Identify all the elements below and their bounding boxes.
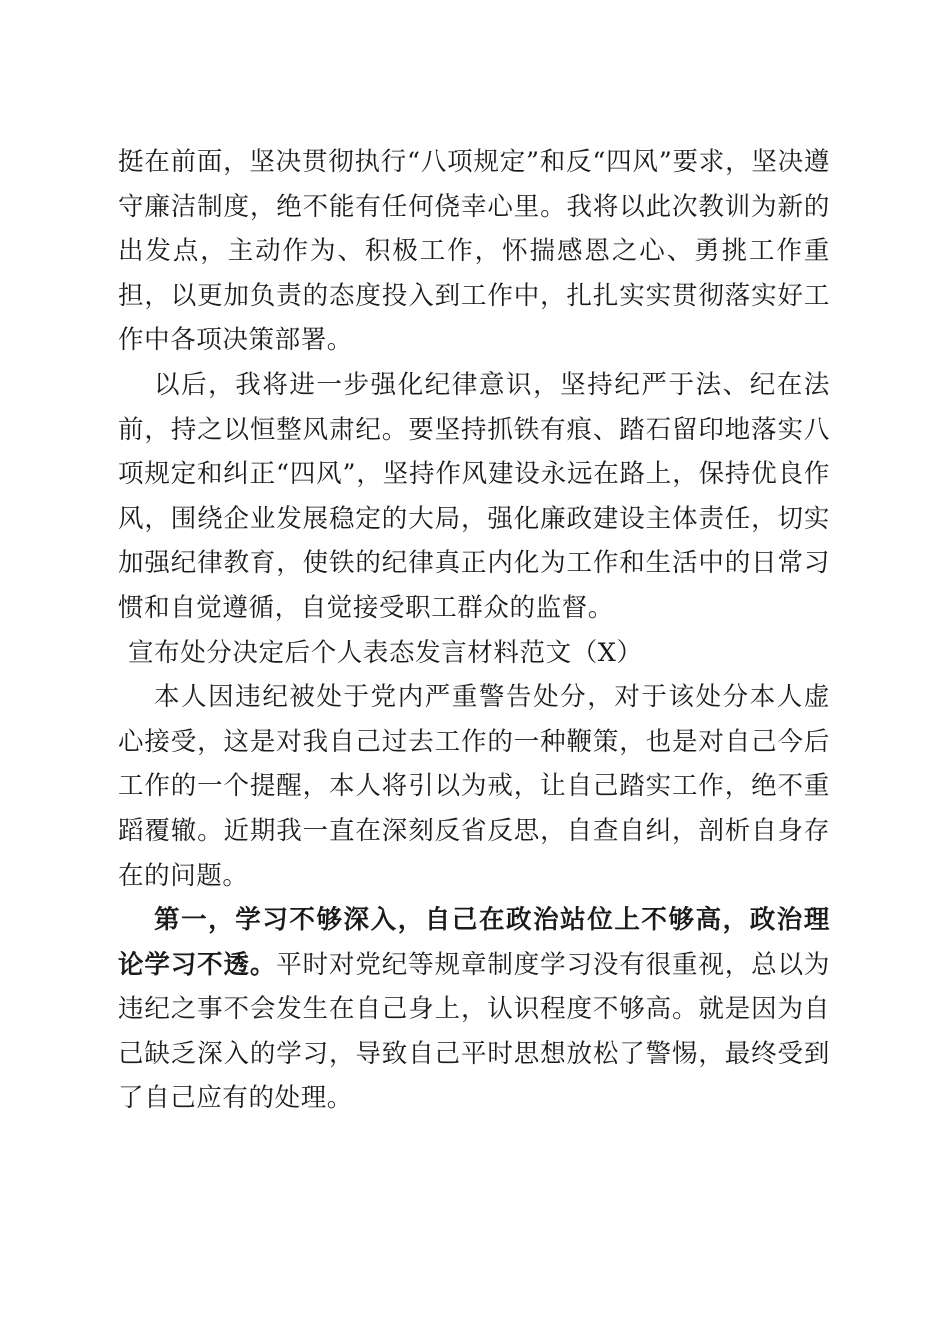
- paragraph-discipline: 以后，我将进一步强化纪律意识，坚持纪严于法、纪在法前，持之以恒整风肃纪。要坚持抓铁有痕、踏石留印地落实八项规定和纠正“四风”，坚持作风建设永远在路上，保持优良作风，围绕企业发展稳定的大局，强化廉政建设主体责任，切实加强纪律教育，使铁的纪律真正内化为工作和生活中的日常习惯和自觉遵循，自觉接受职工群众的监督。: [118, 369, 830, 623]
- first-point-bold-lead: 第一，学习不够深入，自己在政治站位上不够高，政治理论学习不透。: [118, 905, 830, 980]
- document-body: [118, 140, 830, 1121]
- paragraph-acceptance: 本人因违纪被处于党内严重警告处分，对于该处分本人虚心接受，这是对我自己过去工作的一种鞭策，也是对自己今后工作的一个提醒，本人将引以为戒，让自己踏实工作，绝不重蹈覆辙。近期我一直在深刻反省反思，自查自纠，剖析自身存在的问题。: [118, 682, 830, 891]
- section-heading: 宣布处分决定后个人表态发言材料范文（X）: [128, 637, 643, 668]
- paragraph-continuation: 挺在前面，坚决贯彻执行“八项规定”和反“四风”要求，坚决遵守廉洁制度，绝不能有任何侥幸心里。我将以此次教训为新的出发点，主动作为、积极工作，怀揣感恩之心、勇挑工作重担，以更加负责的态度投入到工作中，扎扎实实贯彻落实好工作中各项决策部署。: [118, 147, 830, 356]
- first-point-body: 平时对党纪等规章制度学习没有很重视，总以为违纪之事不会发生在自己身上，认识程度不够高。就是因为自己缺乏深入的学习，导致自己平时思想放松了警惕，最终受到了自己应有的处理。: [118, 949, 830, 1114]
- paragraph-first-point: [118, 898, 830, 1121]
